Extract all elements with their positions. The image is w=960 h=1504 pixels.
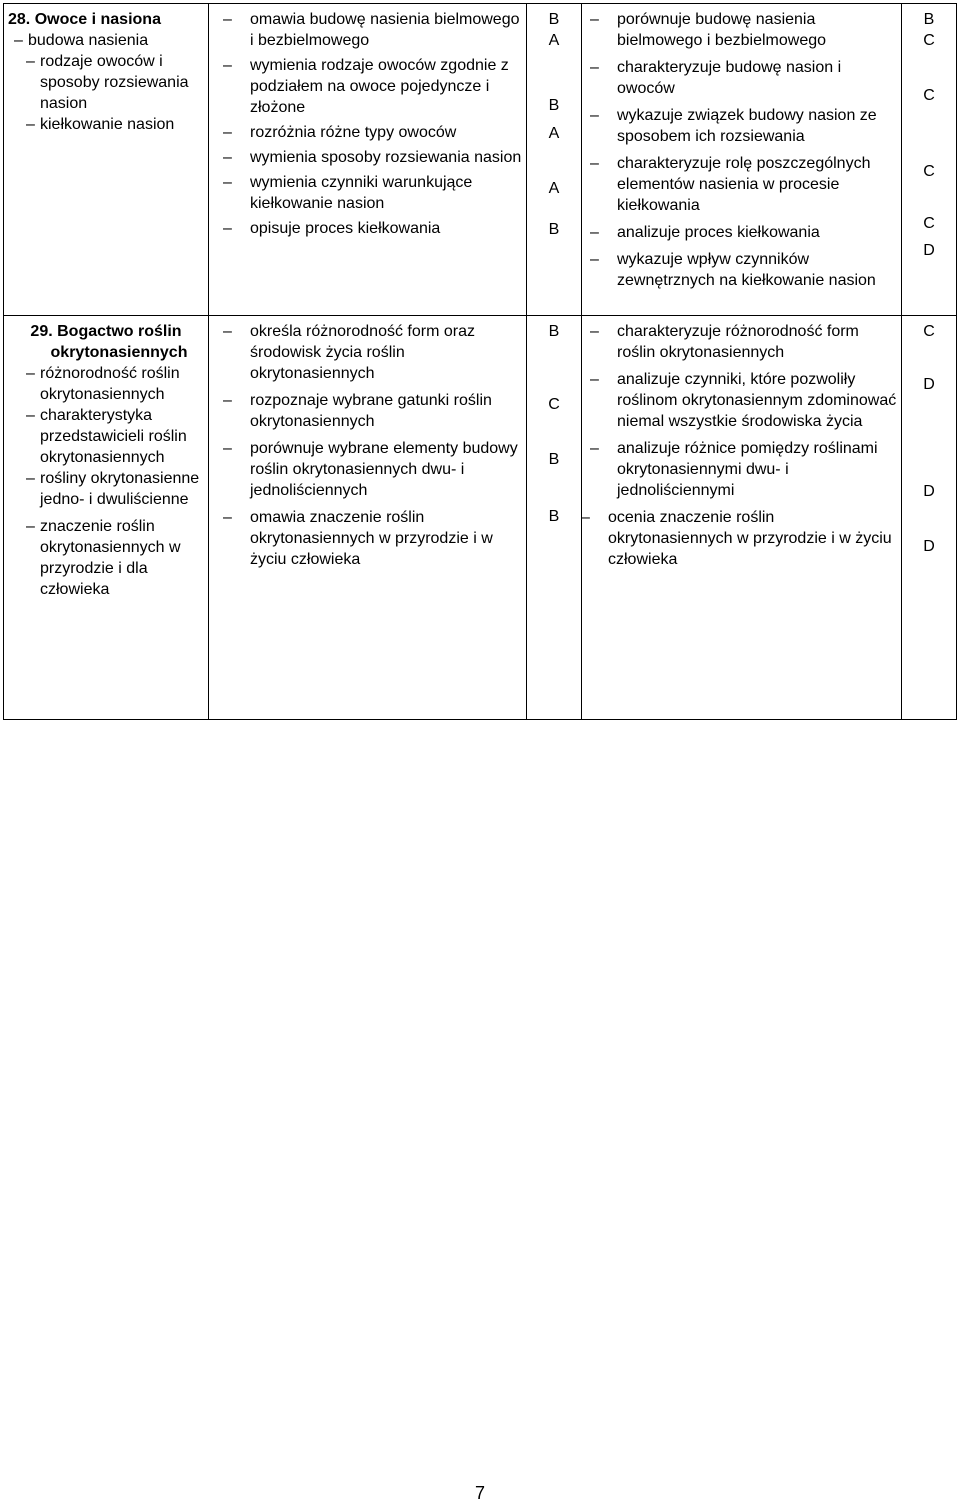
level-value: C	[923, 32, 935, 49]
topic-title: 29. Bogactwo roślin okrytonasiennych	[30, 323, 188, 361]
extended-levels-cell	[902, 316, 957, 720]
level-value: A	[548, 180, 560, 197]
requirement-item: – ocenia znaczenie roślin okrytonasiennych w przyrodzie i w życiu człowieka	[581, 509, 892, 568]
requirement-item: – wymienia rodzaje owoców zgodnie z podziałem na owoce pojedyncze i złożone	[223, 57, 509, 116]
topic-title: 28. Owoce i nasiona	[8, 11, 161, 28]
topic-subitem: – budowa nasienia	[14, 32, 149, 49]
requirement-item: – charakteryzuje rolę poszczególnych elementów nasienia w procesie kiełkowania	[590, 155, 871, 214]
level-value: C	[923, 163, 935, 180]
requirement-item: – omawia znaczenie roślin okrytonasiennych w przyrodzie i w życiu człowieka	[223, 509, 493, 568]
topic-subitem: – różnorodność roślin okrytonasiennych	[26, 365, 180, 403]
basic-requirements-cell	[209, 4, 527, 316]
table-row	[4, 4, 957, 316]
requirement-item: – analizuje różnice pomiędzy roślinami okrytonasiennymi dwu- i jednoliściennymi	[590, 440, 878, 499]
topic-subitem: – charakterystyka przedstawicieli roślin okrytonasiennych	[26, 407, 187, 466]
requirement-item: – opisuje proces kiełkowania	[223, 220, 441, 237]
basic-levels-cell	[527, 4, 582, 316]
requirement-item: – analizuje czynniki, które pozwoliły roślinom okrytonasiennym zdominować niemal wszystkie środowiska życia	[590, 371, 897, 430]
level-value: A	[548, 32, 560, 49]
level-value: C	[923, 87, 935, 104]
page-number: 7	[474, 1483, 485, 1503]
level-value: B	[548, 451, 560, 468]
requirement-item: – rozpoznaje wybrane gatunki roślin okrytonasiennych	[223, 392, 492, 430]
level-value: B	[923, 11, 935, 28]
level-value: C	[548, 396, 560, 413]
requirement-item: – porównuje wybrane elementy budowy roślin okrytonasiennych dwu- i jednoliściennych	[223, 440, 518, 499]
topic-cell	[4, 4, 209, 316]
topic-cell	[4, 316, 209, 720]
topic-subitem: – kiełkowanie nasion	[26, 116, 175, 133]
requirement-item: – wykazuje wpływ czynników zewnętrznych na kiełkowanie nasion	[590, 251, 876, 289]
level-value: D	[923, 376, 935, 393]
level-value: B	[548, 97, 560, 114]
requirement-item: – analizuje proces kiełkowania	[590, 224, 820, 241]
level-value: B	[548, 221, 560, 238]
level-value: D	[923, 242, 935, 259]
requirement-item: – wymienia czynniki warunkujące kiełkowanie nasion	[223, 174, 473, 212]
extended-requirements-cell	[582, 316, 902, 720]
requirement-item: – charakteryzuje różnorodność form roślin okrytonasiennych	[590, 323, 859, 361]
basic-requirements-cell	[209, 316, 527, 720]
table-row	[4, 316, 957, 720]
level-value: A	[548, 125, 560, 142]
level-value: D	[923, 483, 935, 500]
level-value: B	[548, 11, 560, 28]
requirement-item: – porównuje budowę nasienia bielmowego i bezbielmowego	[590, 11, 827, 49]
topic-subitem: – znaczenie roślin okrytonasiennych w przyrodzie i dla człowieka	[26, 518, 181, 598]
level-value: D	[923, 538, 935, 555]
requirement-item: – omawia budowę nasienia bielmowego i bezbielmowego	[223, 11, 520, 49]
level-value: B	[548, 323, 560, 340]
level-value: C	[923, 215, 935, 232]
requirement-item: – charakteryzuje budowę nasion i owoców	[590, 59, 842, 97]
requirement-item: – rozróżnia różne typy owoców	[223, 124, 457, 141]
basic-levels-cell	[527, 316, 582, 720]
extended-requirements-cell	[582, 4, 902, 316]
curriculum-table	[3, 3, 957, 720]
requirement-item: – określa różnorodność form oraz środowisk życia roślin okrytonasiennych	[223, 323, 475, 382]
requirement-item: – wymienia sposoby rozsiewania nasion	[223, 149, 522, 166]
requirement-item: – wykazuje związek budowy nasion ze sposobem ich rozsiewania	[590, 107, 877, 145]
level-value: B	[548, 508, 560, 525]
level-value: C	[923, 323, 935, 340]
extended-levels-cell	[902, 4, 957, 316]
topic-subitem: – rodzaje owoców i sposoby rozsiewania nasion	[26, 53, 189, 112]
topic-subitem: – rośliny okrytonasienne jedno- i dwuliścienne	[26, 470, 200, 508]
